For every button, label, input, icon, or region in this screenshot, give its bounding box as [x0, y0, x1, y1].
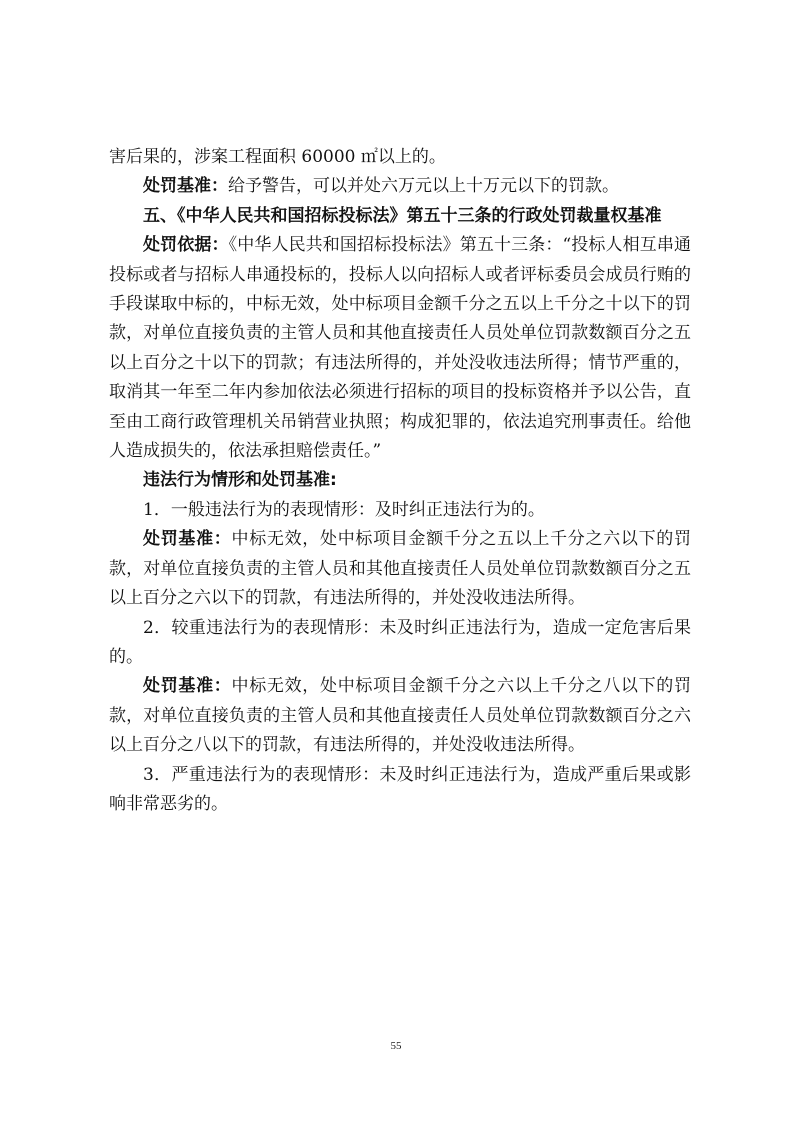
paragraph-continuation [109, 143, 691, 172]
section-heading-text: 五、《中华人民共和国招标投标法》第五十三条的行政处罚裁量权基准 [143, 205, 662, 226]
paragraph-serious-violation [109, 614, 691, 673]
paragraph-text: 1．一般违法行为的表现情形：及时纠正违法行为的。 [143, 499, 545, 520]
paragraph-penalty-standard [109, 525, 691, 613]
paragraph-text: 中标无效，处中标项目金额千分之五以上千分之六以下的罚款，对单位直接负责的主管人员和其他直接责任人员处单位罚款数额百分之五以上百分之六以下的罚款，有违法所得的，并处没收违法所得。 [109, 529, 691, 609]
subsection-heading [109, 466, 691, 495]
paragraph-text: 3．严重违法行为的表现情形：未及时纠正违法行为，造成严重后果或影响非常恶劣的。 [109, 764, 691, 814]
page-number: 55 [390, 1040, 402, 1052]
paragraph-penalty-basis [109, 231, 691, 466]
paragraph-text: 2．较重违法行为的表现情形：未及时纠正违法行为，造成一定危害后果的。 [109, 617, 691, 667]
document-body [109, 143, 691, 819]
penalty-standard-label: 处罚基准： [143, 176, 228, 197]
penalty-basis-label: 处罚依据： [143, 235, 229, 256]
penalty-standard-label: 处罚基准： [143, 676, 232, 697]
paragraph-text: 给予警告，可以并处六万元以上十万元以下的罚款。 [228, 176, 619, 197]
paragraph-general-violation [109, 496, 691, 525]
subsection-heading-text: 违法行为情形和处罚基准: [143, 470, 337, 491]
paragraph-text: 《中华人民共和国招标投标法》第五十三条：“投标人相互串通投标或者与招标人串通投标的，投标人以向招标人或者评标委员会成员行贿的手段谋取中标的，中标无效，处中标项目金额千分之五以上千分之十以下的罚款，对单位直接负责的主管人员和其他直接责任人员处单位罚款数额百分之五以上百分之十以下的罚款；有违法所得的，并处没收违法所得；情节严重的，取消其一年至二年内参加依法必须进行招标的项目的投标资格并予以公告，直至由工商行政管理机关吊销营业执照；构成犯罪的，依法追究刑事责任。给他人造成损失的，依法承担赔偿责任。” [109, 235, 691, 462]
section-heading [109, 202, 691, 231]
paragraph-penalty-standard [109, 172, 691, 201]
paragraph-text: 害后果的，涉案工程面积 60000 ㎡以上的。 [109, 147, 446, 167]
paragraph-text: 中标无效，处中标项目金额千分之六以上千分之八以下的罚款，对单位直接负责的主管人员和其他直接责任人员处单位罚款数额百分之六以上百分之八以下的罚款，有违法所得的，并处没收违法所得。 [109, 676, 691, 756]
paragraph-penalty-standard [109, 672, 691, 760]
paragraph-severe-violation [109, 761, 691, 820]
penalty-standard-label: 处罚基准： [143, 529, 232, 550]
